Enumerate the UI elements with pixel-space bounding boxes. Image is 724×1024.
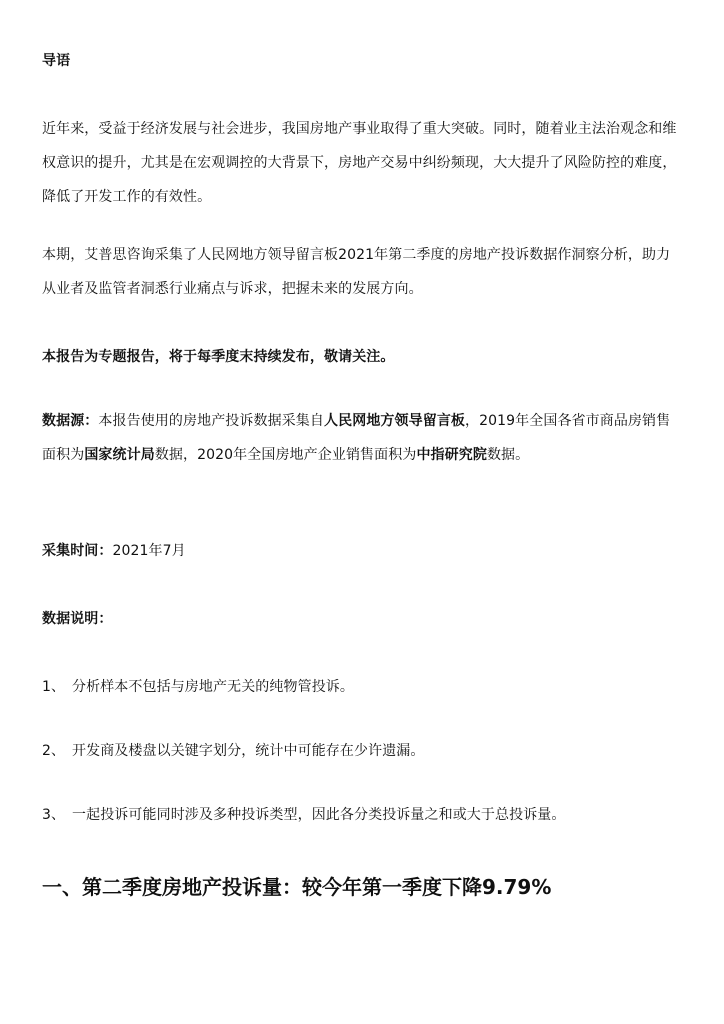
data-note-text: 分析样本不包括与房地产无关的纯物管投诉。: [72, 679, 354, 695]
data-source-text-2: ，2019年全国各省市商品房销售面积为: [42, 413, 671, 463]
data-source-bold-3: 中指研究院: [416, 447, 487, 463]
intro-heading: 导语: [42, 53, 71, 69]
data-notes-heading: 数据说明：: [42, 611, 113, 627]
data-note-text: 一起投诉可能同时涉及多种投诉类型，因此各分类投诉量之和或大于总投诉量。: [72, 807, 566, 823]
section-title: 一、第二季度房地产投诉量：较今年第一季度下降9.79%: [42, 875, 552, 899]
data-source-text-1: 本报告使用的房地产投诉数据采集自: [98, 413, 325, 429]
data-note-text: 开发商及楼盘以关键字划分，统计中可能存在少许遗漏。: [72, 743, 425, 759]
periodic-release-notice: 本报告为专题报告，将于每季度末持续发布，敬请关注。: [42, 349, 395, 365]
data-note-number: 1、: [42, 679, 66, 695]
data-source-bold-2: 国家统计局: [84, 447, 155, 463]
data-note-number: 3、: [42, 807, 66, 823]
intro-paragraph-2: 本期，艾普思咨询采集了人民网地方领导留言板2021年第二季度的房地产投诉数据作洞察分析，助力从业者及监管者洞悉行业痛点与诉求，把握未来的发展方向。: [42, 247, 671, 297]
data-note-item: [42, 798, 684, 832]
data-source-paragraph: [42, 404, 684, 472]
data-source-label: 数据源：: [42, 413, 99, 429]
collection-time: [42, 534, 684, 568]
data-source-text-3: 数据，2020年全国房地产企业销售面积为: [154, 447, 417, 463]
data-note-item: [42, 670, 684, 704]
data-source-text-4: 数据。: [486, 447, 530, 463]
intro-paragraph-1: 近年来，受益于经济发展与社会进步，我国房地产事业取得了重大突破。同时，随着业主法治观念和维权意识的提升，尤其是在宏观调控的大背景下，房地产交易中纠纷频现，大大提升了风险防控的难度，降低了开发工作的有效性。: [42, 121, 677, 205]
data-source-bold-1: 人民网地方领导留言板: [324, 413, 466, 429]
collection-time-value: 2021年7月: [112, 543, 186, 559]
collection-time-label: 采集时间：: [42, 543, 113, 559]
data-note-item: [42, 734, 684, 768]
data-note-number: 2、: [42, 743, 66, 759]
